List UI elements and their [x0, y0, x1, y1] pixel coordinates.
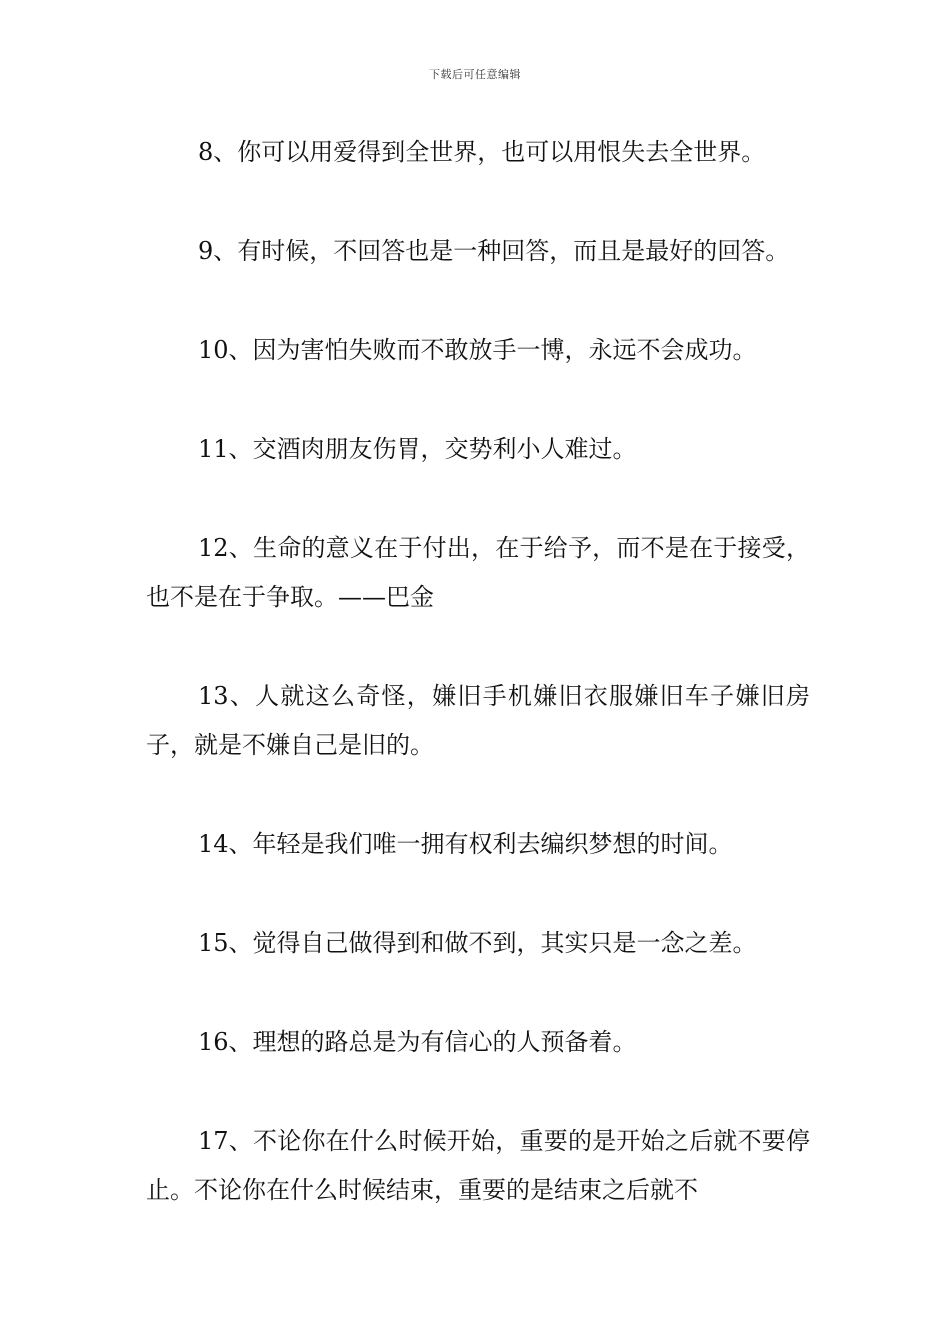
- quote-paragraph-16: 16、理想的路总是为有信心的人预备着。: [198, 1028, 637, 1056]
- quote-paragraph-9: 9、有时候，不回答也是一种回答，而且是最好的回答。: [198, 237, 790, 265]
- quote-paragraph-17: 17、不论你在什么时候开始，重要的是开始之后就不要停止。不论你在什么时候结束，重要的是结束之后就不: [146, 1127, 810, 1204]
- page-header: 下载后可任意编辑: [429, 68, 521, 81]
- quote-paragraph-8: 8、你可以用爱得到全世界，也可以用恨失去全世界。: [198, 138, 766, 166]
- quote-paragraph-14: 14、年轻是我们唯一拥有权利去编织梦想的时间。: [198, 830, 733, 858]
- quote-paragraph-13: 13、人就这么奇怪，嫌旧手机嫌旧衣服嫌旧车子嫌旧房子，就是不嫌自己是旧的。: [146, 682, 810, 759]
- quote-paragraph-11: 11、交酒肉朋友伤胃，交势利小人难过。: [198, 435, 637, 463]
- quote-paragraph-12: 12、生命的意义在于付出，在于给予，而不是在于接受，也不是在于争取。——巴金: [146, 534, 810, 611]
- quote-paragraph-10: 10、因为害怕失败而不敢放手一博，永远不会成功。: [198, 336, 757, 364]
- quote-paragraph-15: 15、觉得自己做得到和做不到，其实只是一念之差。: [198, 929, 757, 957]
- document-body: [146, 128, 810, 1265]
